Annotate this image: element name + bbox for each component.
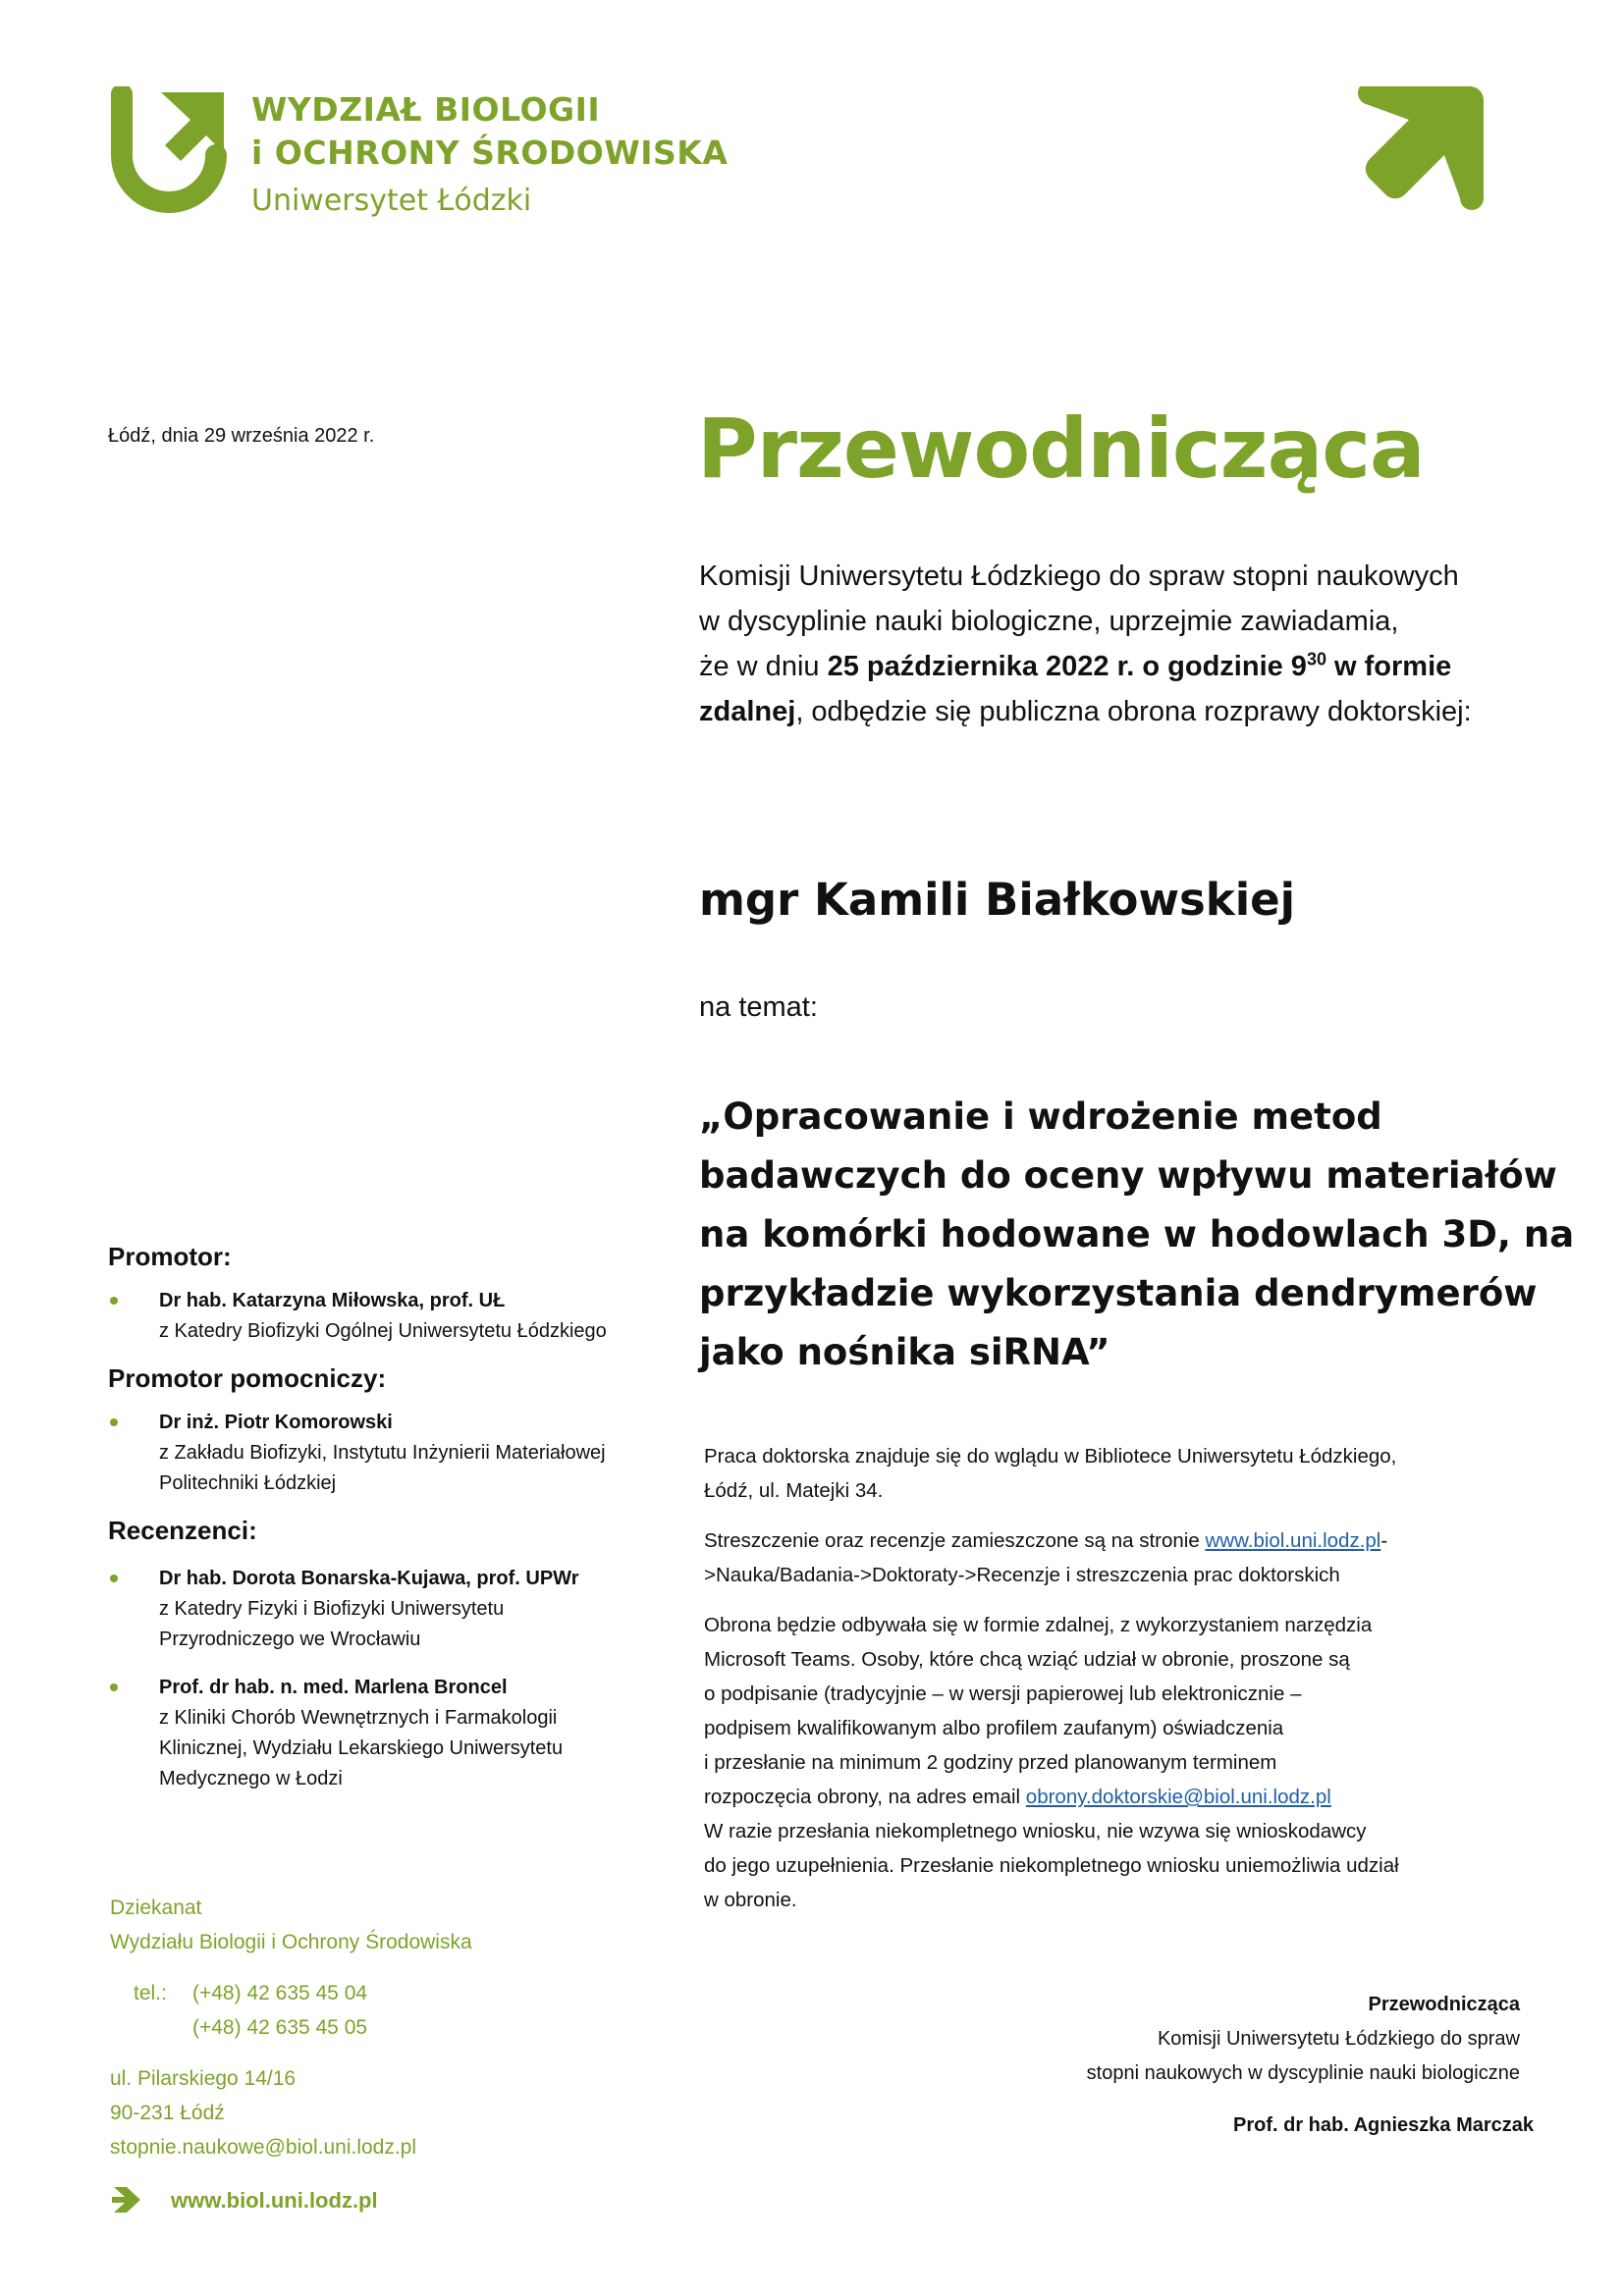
phone-number[interactable]: (+48) 42 635 45 04	[192, 1982, 368, 2004]
assistant-promotor-entry	[108, 1408, 697, 1499]
intro-line-form	[699, 689, 1563, 734]
bullet-icon	[110, 1418, 118, 1426]
remote-info-line: W razie przesłania niekompletnego wniosku, nie wzywa się wnioskodawcy	[704, 1820, 1367, 1842]
logo-line-faculty: WYDZIAŁ BIOLOGII	[251, 90, 601, 129]
defense-email-link[interactable]: obrony.doktorskie@biol.uni.lodz.pl	[1025, 1786, 1331, 1808]
library-info-line: Praca doktorska znajduje się do wglądu w Bibliotece Uniwersytetu Łódzkiego,	[704, 1445, 1397, 1468]
reviews-info-dash: -	[1380, 1529, 1388, 1552]
person-name: Dr hab. Katarzyna Miłowska, prof. UŁ	[159, 1290, 506, 1311]
intro-line: Komisji Uniwersytetu Łódzkiego do spraw stopni naukowych	[699, 561, 1459, 592]
person-affiliation: z Zakładu Biofizyki, Instytutu Inżynierii Materiałowej	[159, 1442, 606, 1464]
intro-line: w dyscyplinie nauki biologiczne, uprzejmie zawiadamia,	[699, 606, 1399, 637]
remote-info-line: rozpoczęcia obrony, na adres email	[704, 1786, 1026, 1808]
website-row[interactable]	[110, 2182, 621, 2217]
candidate-name: mgr Kamili Białkowskiej	[699, 874, 1296, 926]
page-title: Przewodnicząca	[697, 400, 1425, 497]
person-name: Dr inż. Piotr Komorowski	[159, 1412, 393, 1433]
remote-info-line: i przesłanie na minimum 2 godziny przed planowanym terminem	[704, 1751, 1277, 1774]
logo-line-university: Uniwersytet Łódzki	[251, 184, 532, 218]
library-address: Łódź, ul. Matejki 34.	[704, 1479, 884, 1502]
bullet-icon	[110, 1683, 118, 1691]
reviews-info-text: Streszczenie oraz recenzje zamieszczone są na stronie	[704, 1529, 1206, 1552]
remote-info-line: do jego uzupełnienia. Przesłanie niekompletnego wniosku uniemożliwia udział	[704, 1854, 1399, 1877]
remote-info-line: Microsoft Teams. Osoby, które chcą wziąć udział w obronie, proszone są	[704, 1648, 1350, 1671]
intro-text: , odbędzie się publiczna obrona rozprawy doktorskiej:	[795, 696, 1472, 727]
faculty-logo-text	[251, 88, 728, 226]
contact-faculty: Wydziału Biologii i Ochrony Środowiska	[110, 1931, 472, 1953]
thesis-title: „Opracowanie i wdrożenie metod badawczych do oceny wpływu materiałów na komórki hodowane w hodowlach 3D, na przykładzie wykorzystania dendrymerów jako nośnika siRNA”	[699, 1095, 1575, 1373]
person-affiliation: Klinicznej, Wydziału Lekarskiego Uniwersytetu	[159, 1737, 564, 1759]
person-affiliation: Medycznego w Łodzi	[159, 1768, 343, 1789]
website-link[interactable]: www.biol.uni.lodz.pl	[171, 2187, 378, 2213]
topic-label: na temat:	[699, 991, 818, 1023]
phone-number[interactable]: (+48) 42 635 45 05	[192, 2016, 368, 2039]
signature-line: stopni naukowych w dyscyplinie nauki biologiczne	[1086, 2062, 1520, 2084]
reviewers-heading: Recenzenci:	[108, 1516, 257, 1545]
reviewer-entry	[108, 1673, 697, 1794]
signature-block	[923, 1988, 1534, 2143]
logo-line-environment: i OCHRONY ŚRODOWISKA	[251, 133, 729, 172]
contact-office: Dziekanat	[110, 1896, 202, 1919]
bullet-icon	[110, 1575, 118, 1582]
remote-info-line: podpisem kwalifikowanym albo profilem zaufanym) oświadczenia	[704, 1717, 1284, 1739]
defense-info	[704, 1439, 1509, 1933]
bullet-icon	[110, 1297, 118, 1305]
contact-email[interactable]: stopnie.naukowe@biol.uni.lodz.pl	[110, 2136, 417, 2159]
phone-row	[110, 2010, 621, 2045]
committee-people	[108, 1235, 697, 1806]
signature-name: Prof. dr hab. Agnieszka Marczak	[1232, 2114, 1534, 2136]
defense-date-time: 25 października 2022 r. o godzinie 9	[827, 651, 1307, 682]
defense-form: zdalnej	[699, 696, 796, 727]
person-affiliation: Przyrodniczego we Wrocławiu	[159, 1629, 421, 1650]
corner-arrow-icon	[1350, 77, 1488, 214]
phone-label: tel.:	[134, 1982, 167, 2004]
phone-row	[110, 1976, 621, 2010]
library-info	[704, 1439, 1509, 1508]
reviews-path: >Nauka/Badania->Doktoraty->Recenzje i streszczenia prac doktorskich	[704, 1564, 1340, 1586]
signature-line: Komisji Uniwersytetu Łódzkiego do spraw	[1157, 2028, 1520, 2050]
announcement-intro	[699, 554, 1563, 734]
contact-city: 90-231 Łódź	[110, 2102, 225, 2124]
person-name: Dr hab. Dorota Bonarska-Kujawa, prof. UPWr	[159, 1568, 579, 1589]
letter-date: Łódź, dnia 29 września 2022 r.	[108, 425, 375, 447]
remote-info-line: o podpisanie (tradycyjnie – w wersji papierowej lub elektronicznie –	[704, 1682, 1302, 1705]
person-name: Prof. dr hab. n. med. Marlena Broncel	[159, 1677, 508, 1698]
promotor-entry	[108, 1286, 697, 1347]
remote-info-line: w obronie.	[704, 1889, 797, 1911]
time-minutes: 30	[1306, 649, 1326, 669]
reviews-info	[704, 1523, 1509, 1592]
promotor-heading: Promotor:	[108, 1242, 232, 1271]
faculty-website-link[interactable]: www.biol.uni.lodz.pl	[1205, 1529, 1381, 1552]
intro-form-text: w formie	[1325, 651, 1452, 682]
remote-defense-info	[704, 1608, 1509, 1917]
reviewer-entry	[108, 1564, 697, 1655]
faculty-logo-arrow-icon	[110, 86, 228, 219]
person-affiliation: z Katedry Fizyki i Biofizyki Uniwersytetu	[159, 1598, 505, 1620]
remote-info-line: Obrona będzie odbywała się w formie zdalnej, z wykorzystaniem narzędzia	[704, 1614, 1373, 1636]
deans-office-contact	[110, 1891, 621, 2217]
person-affiliation: z Katedry Biofizyki Ogólnej Uniwersytetu Łódzkiego	[159, 1320, 607, 1342]
assistant-promotor-heading: Promotor pomocniczy:	[108, 1363, 387, 1393]
person-affiliation: z Kliniki Chorób Wewnętrznych i Farmakologii	[159, 1707, 558, 1729]
contact-street: ul. Pilarskiego 14/16	[110, 2067, 297, 2090]
arrow-right-icon	[110, 2182, 143, 2217]
signature-role: Przewodnicząca	[1368, 1994, 1520, 2015]
intro-line-date	[699, 644, 1563, 689]
intro-text: że w dniu	[699, 651, 828, 682]
person-affiliation: Politechniki Łódzkiej	[159, 1472, 337, 1494]
